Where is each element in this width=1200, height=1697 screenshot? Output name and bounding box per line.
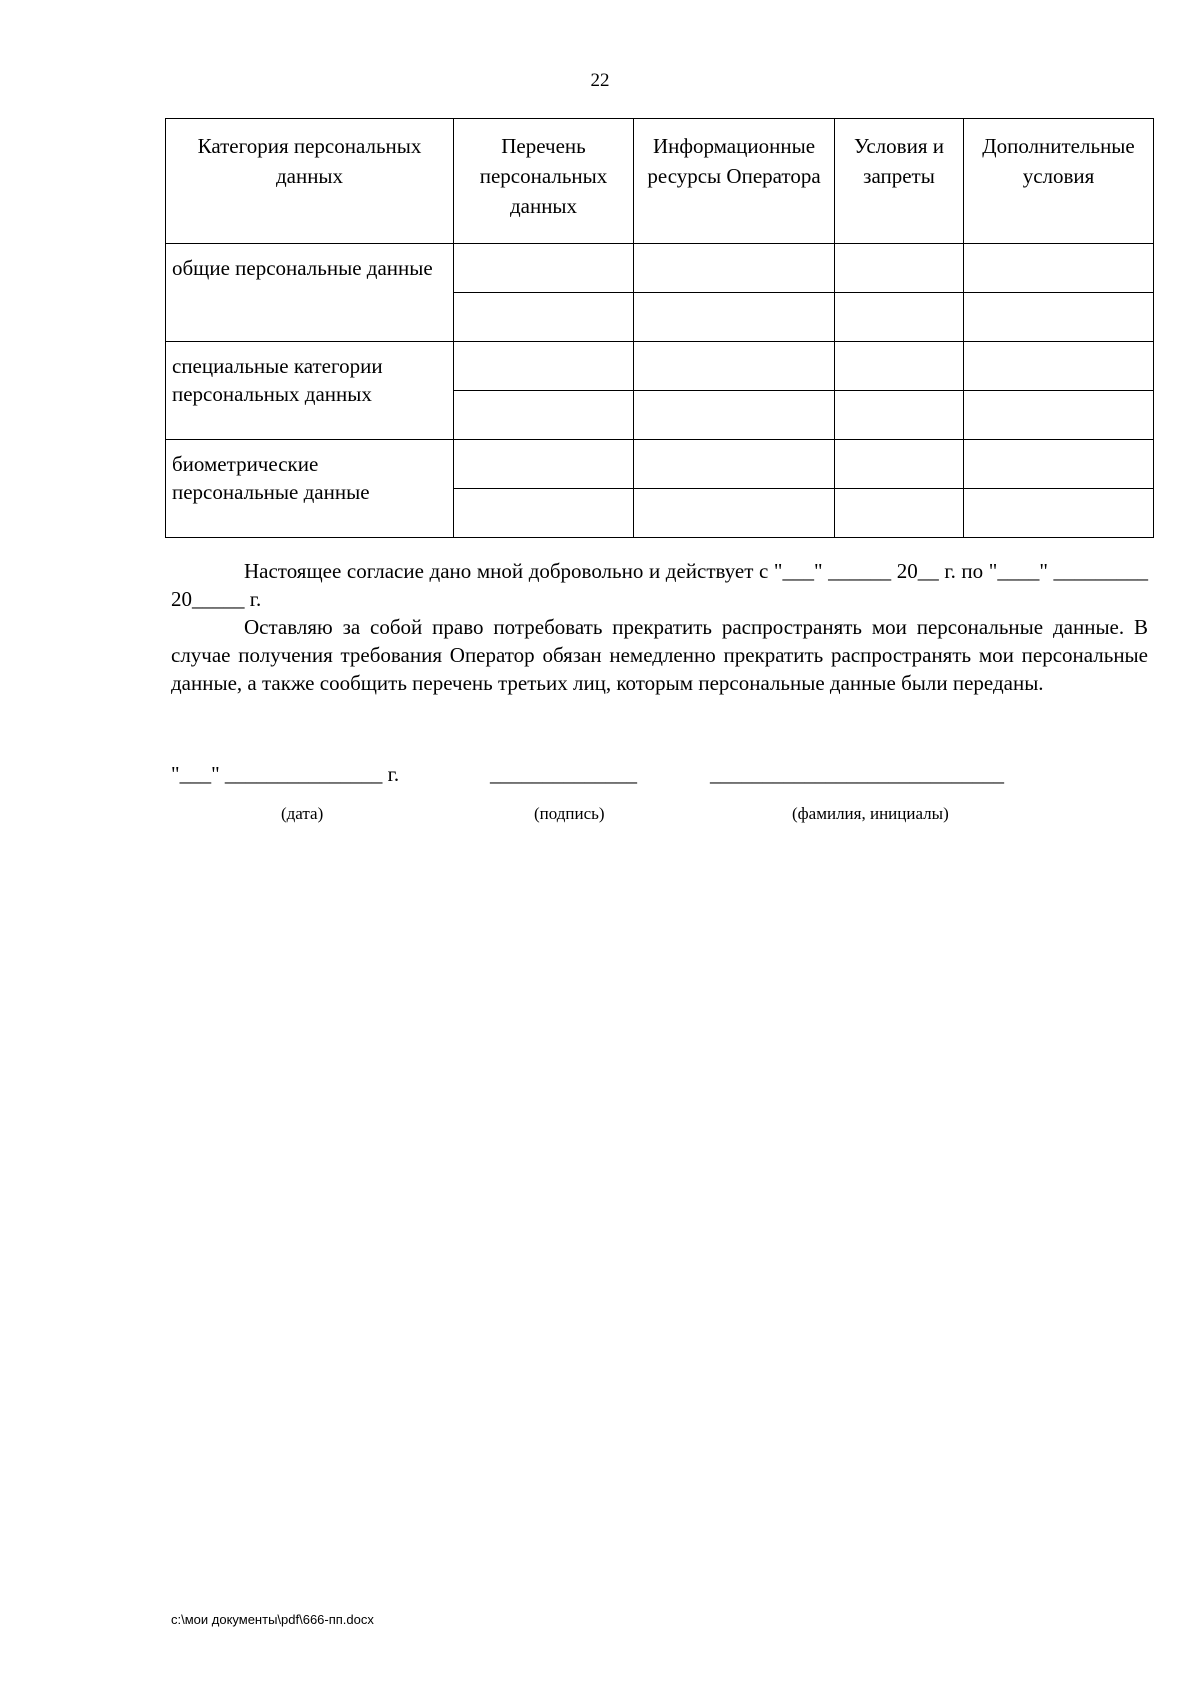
category-special: специальные категории персональных данных bbox=[166, 342, 454, 440]
table-row bbox=[166, 440, 1154, 489]
table-cell bbox=[835, 391, 964, 440]
category-general: общие персональные данные bbox=[166, 244, 454, 342]
table-row bbox=[166, 244, 1154, 293]
table-cell bbox=[454, 342, 634, 391]
date-line: "___" _______________ г. bbox=[171, 762, 400, 786]
header-additional-conditions: Дополнительные условия bbox=[964, 119, 1154, 244]
table-cell bbox=[454, 489, 634, 538]
table-cell bbox=[454, 440, 634, 489]
table-cell bbox=[835, 489, 964, 538]
page-number: 22 bbox=[590, 70, 610, 91]
name-caption: (фамилия, инициалы) bbox=[792, 804, 949, 823]
signature-line: ______________ bbox=[490, 762, 637, 786]
table-cell bbox=[634, 342, 835, 391]
footer-file-path: c:\мои документы\pdf\666-пп.docx bbox=[171, 1612, 374, 1627]
table-cell bbox=[835, 342, 964, 391]
category-biometric: биометрические персональные данные bbox=[166, 440, 454, 538]
table-cell bbox=[634, 489, 835, 538]
table-cell bbox=[964, 440, 1154, 489]
validity-text: Настоящее согласие дано мной добровольно и действует с "___" ______ 20__ г. по "____" _________ 20_____ г. bbox=[171, 559, 1148, 611]
revocation-paragraph bbox=[171, 613, 1148, 697]
table-cell bbox=[964, 391, 1154, 440]
table-cell bbox=[454, 293, 634, 342]
header-data-list: Перечень персональных данных bbox=[454, 119, 634, 244]
table-cell bbox=[964, 489, 1154, 538]
table-cell bbox=[835, 440, 964, 489]
table-cell bbox=[634, 244, 835, 293]
table-cell bbox=[634, 440, 835, 489]
validity-paragraph bbox=[171, 557, 1148, 613]
personal-data-table bbox=[165, 118, 1154, 538]
table-cell bbox=[964, 244, 1154, 293]
table-cell bbox=[835, 244, 964, 293]
table-row bbox=[166, 342, 1154, 391]
table-cell bbox=[454, 244, 634, 293]
date-caption: (дата) bbox=[281, 804, 324, 823]
signature-caption: (подпись) bbox=[534, 804, 605, 823]
table-cell bbox=[835, 293, 964, 342]
header-conditions: Условия и запреты bbox=[835, 119, 964, 244]
header-info-resources: Информационные ресурсы Оператора bbox=[634, 119, 835, 244]
table-cell bbox=[964, 293, 1154, 342]
table-cell bbox=[634, 293, 835, 342]
revocation-text: Оставляю за собой право потребовать прекратить распространять мои персональные данные. В случае получения требования Оператор обязан немедленно прекратить распространять мои персональные данные, а также сообщить перечень третьих лиц, которым персональные данные были переданы. bbox=[171, 615, 1148, 695]
table-cell bbox=[634, 391, 835, 440]
name-line: ____________________________ bbox=[710, 762, 1004, 786]
table-cell bbox=[964, 342, 1154, 391]
table-header-row bbox=[166, 119, 1154, 244]
header-category: Категория персональных данных bbox=[166, 119, 454, 244]
table-cell bbox=[454, 391, 634, 440]
